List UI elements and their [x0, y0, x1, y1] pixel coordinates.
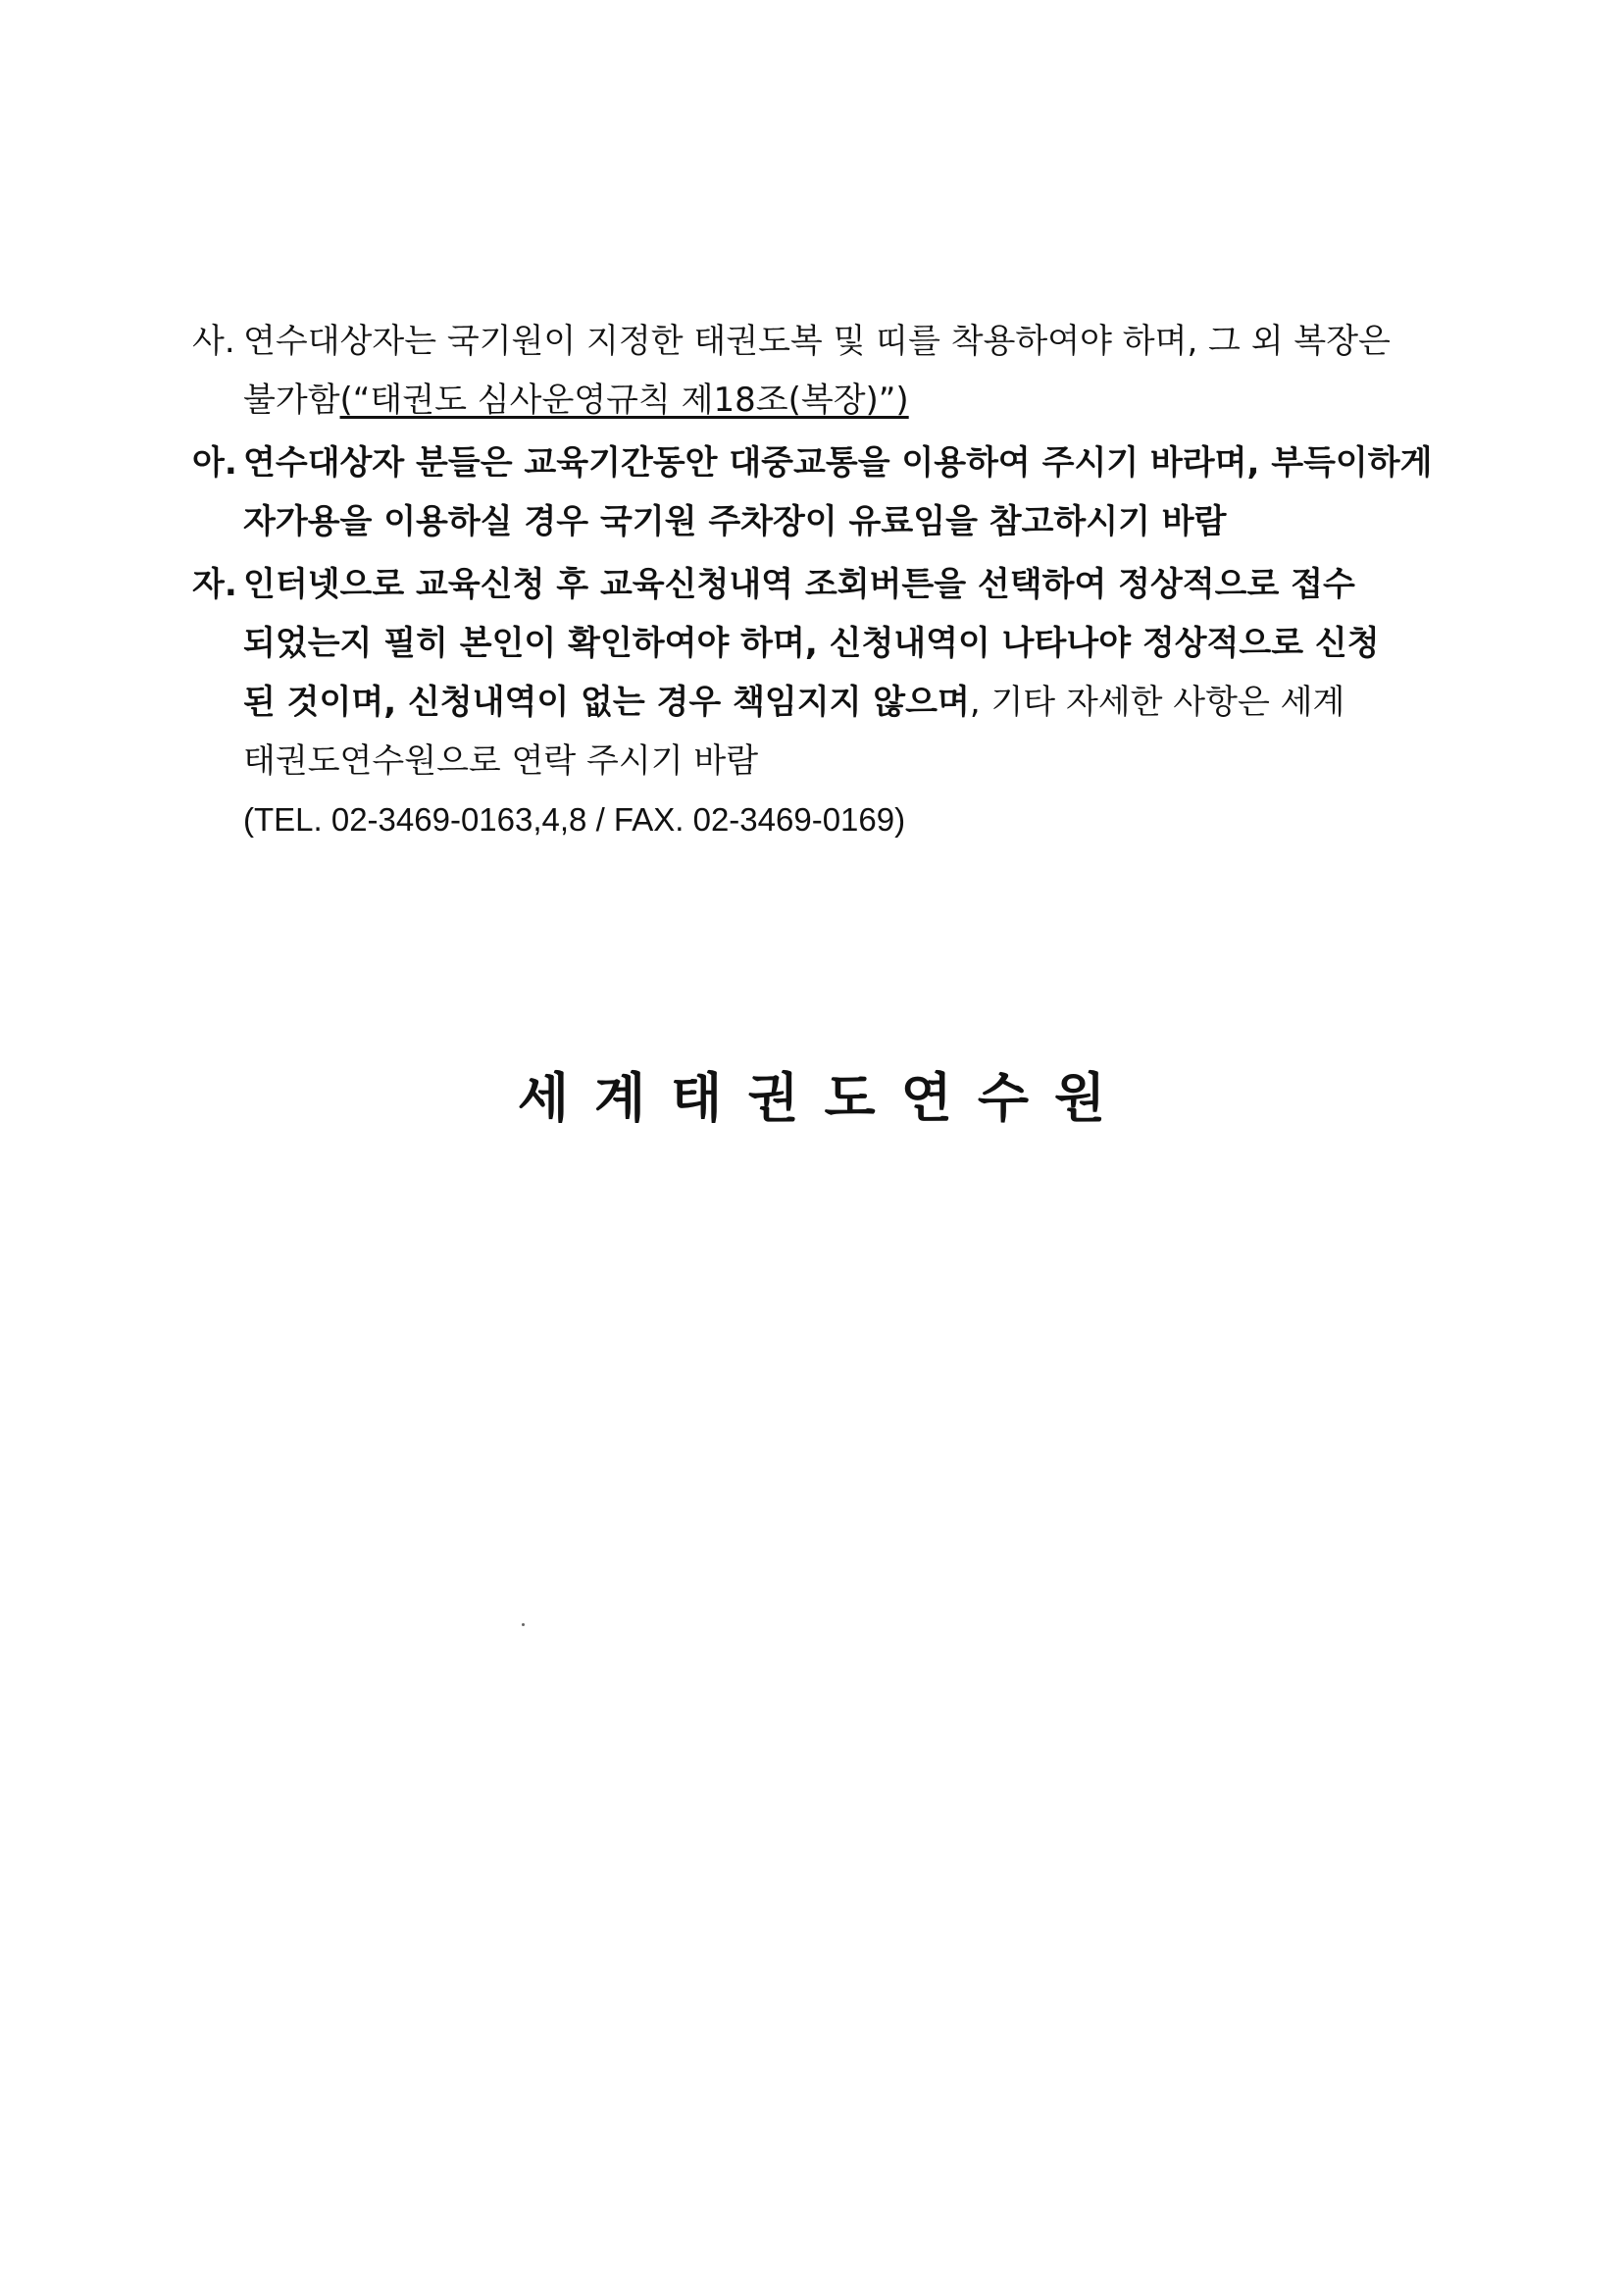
notice-line: [192, 434, 1506, 492]
notice-line: [243, 614, 1506, 673]
notice-text: 연수대상자 분들은 교육기간동안 대중교통을 이용하여 주시기 바라며, 부득이하게: [243, 443, 1433, 483]
organization-name: 세계태권도연수원: [517, 1067, 1132, 1129]
notice-text: 인터넷으로 교육신청 후 교육신청내역 조회버튼을 선택하여 정상적으로 접수: [243, 565, 1355, 604]
notice-line: [192, 555, 1506, 614]
notice-marker: 자.: [192, 565, 237, 604]
notice-line: [243, 791, 1506, 849]
notice-line: [243, 492, 1506, 551]
notice-line: [243, 371, 1506, 430]
notice-text: , 기타 자세한 사항은 세계: [969, 683, 1345, 722]
notice-item: [192, 434, 1506, 551]
notice-marker: 아.: [192, 443, 237, 483]
notice-text: 된 것이며, 신청내역이 없는 경우 책임지지 않으며: [243, 683, 970, 722]
notice-text: 자가용을 이용하실 경우 국기원 주차장이 유료임을 참고하시기 바람: [243, 502, 1227, 541]
notice-text: 불가함: [243, 381, 340, 420]
notice-text: (TEL. 02-3469-0163,4,8 / FAX. 02-3469-0169): [243, 801, 906, 838]
notice-line: [192, 312, 1506, 371]
notice-text: 태권도연수원으로 연락 주시기 바람: [243, 741, 759, 781]
notice-list: [192, 312, 1506, 849]
notice-line: [243, 732, 1506, 791]
notice-text: 되었는지 필히 본인이 확인하여야 하며, 신청내역이 나타나야 정상적으로 신청: [243, 624, 1380, 663]
notice-line: [243, 673, 1506, 732]
notice-item: [192, 555, 1506, 849]
notice-text: (“태권도 심사운영규칙 제18조(복장)”): [339, 381, 909, 420]
notice-text: 연수대상자는 국기원이 지정한 태권도복 및 띠를 착용하여야 하며, 그 외 복장은: [243, 322, 1391, 361]
notice-marker: 사.: [192, 322, 235, 361]
scan-speck: [522, 1623, 525, 1626]
notice-item: [192, 312, 1506, 430]
